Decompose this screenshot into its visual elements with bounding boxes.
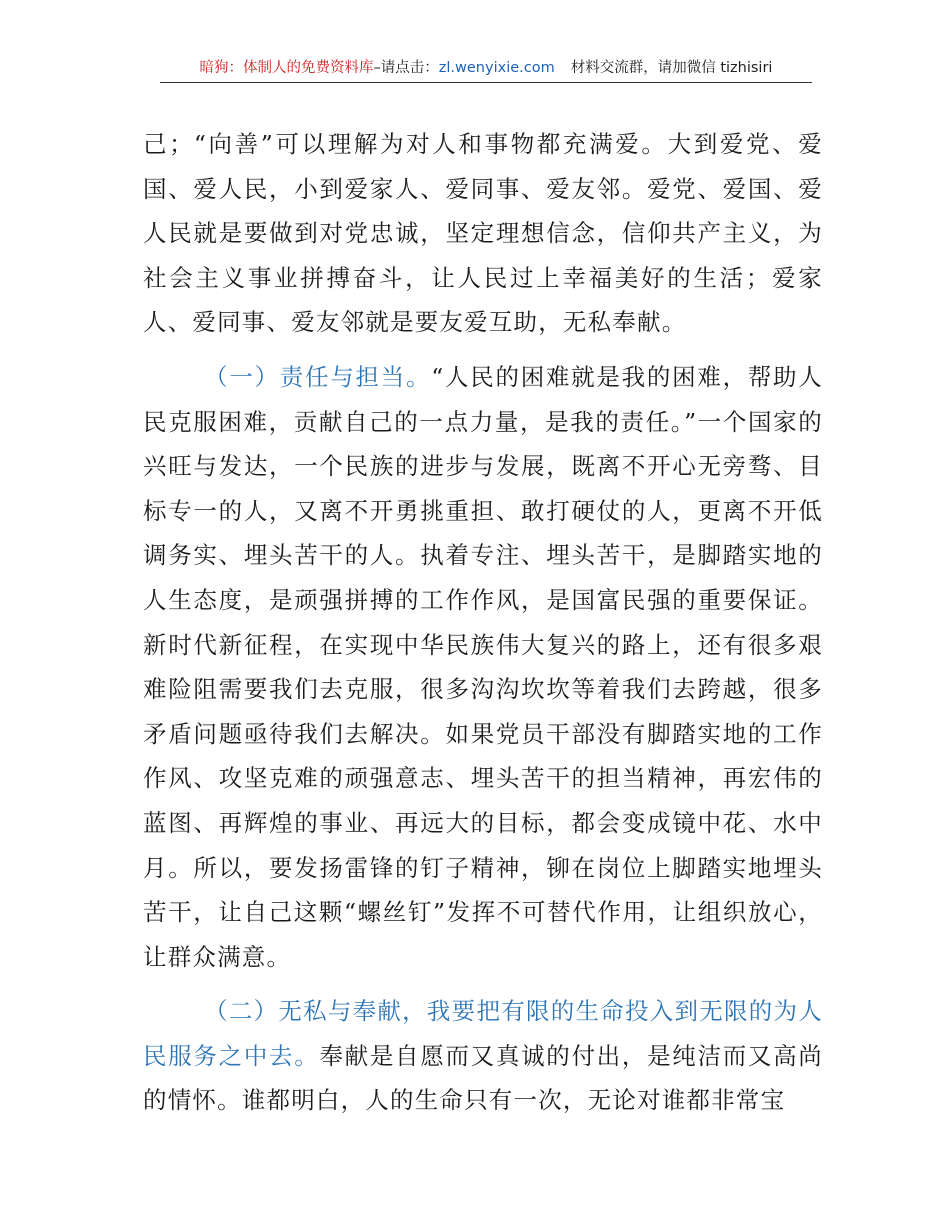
page-header: [160, 56, 812, 83]
document-body: [143, 122, 823, 1133]
paragraph-text: 奉献是自愿而又真诚的付出，是纯洁而又高尚的情怀。谁都明白，人的生命只有一次，无论对谁都非常宝: [143, 1041, 824, 1115]
header-url-link[interactable]: zl.wenyixie.com: [438, 60, 555, 76]
paragraph-text: “人民的困难就是我的困难，帮助人民克服困难，贡献自己的一点力量，是我的责任。”一个国家的兴旺与发达，一个民族的进步与发展，既离不开心无旁骛、目标专一的人，又离不开勇挑重担、敢打硬仗的人，更离不开低调务实、埋头苦干的人。执着专注、埋头苦干，是脚踏实地的人生态度，是顽强拼搏的工作作风，是国富民强的重要保证。新时代新征程，在实现中华民族伟大复兴的路上，还有很多艰难险阻需要我们去克服，很多沟沟坎坎等着我们去跨越，很多矛盾问题亟待我们去解决。如果党员干部没有脚踏实地的工作作风、攻坚克难的顽强意志、埋头苦干的担当精神，再宏伟的蓝图、再辉煌的事业、再远大的目标，都会变成镜中花、水中月。所以，要发扬雷锋的钉子精神，铆在岗位上脚踏实地埋头苦干，让自己这颗“螺丝钉”发挥不可替代作用，让组织放心，让群众满意。: [143, 362, 823, 971]
section-heading-responsibility: （一）责任与担当。: [204, 362, 432, 391]
section-heading-dedication: （二）无私与奉献，我要把有限的生命投入到无限的为人民服务之中去。: [143, 997, 823, 1070]
header-prompt: –请点击：: [373, 60, 439, 76]
header-site-name: 暗狗：体制人的免费资料库: [199, 60, 374, 76]
paragraph-text: 己；“向善”可以理解为对人和事物都充满爱。大到爱党、爱国、爱人民，小到爱家人、爱同事、爱友邻。爱党、爱国、爱人民就是要做到对党忠诚，坚定理想信念，信仰共产主义，为社会主义事业拼搏奋斗，让人民过上幸福美好的生活；爱家人、爱同事、爱友邻就是要友爱互助，无私奉献。: [143, 130, 823, 337]
header-wechat-note: 材料交流群，请加微信 tizhisiri: [570, 60, 773, 76]
paragraph-dedication: [143, 989, 823, 1123]
paragraph-intro-continuation: [143, 122, 823, 345]
paragraph-responsibility: [143, 355, 823, 979]
